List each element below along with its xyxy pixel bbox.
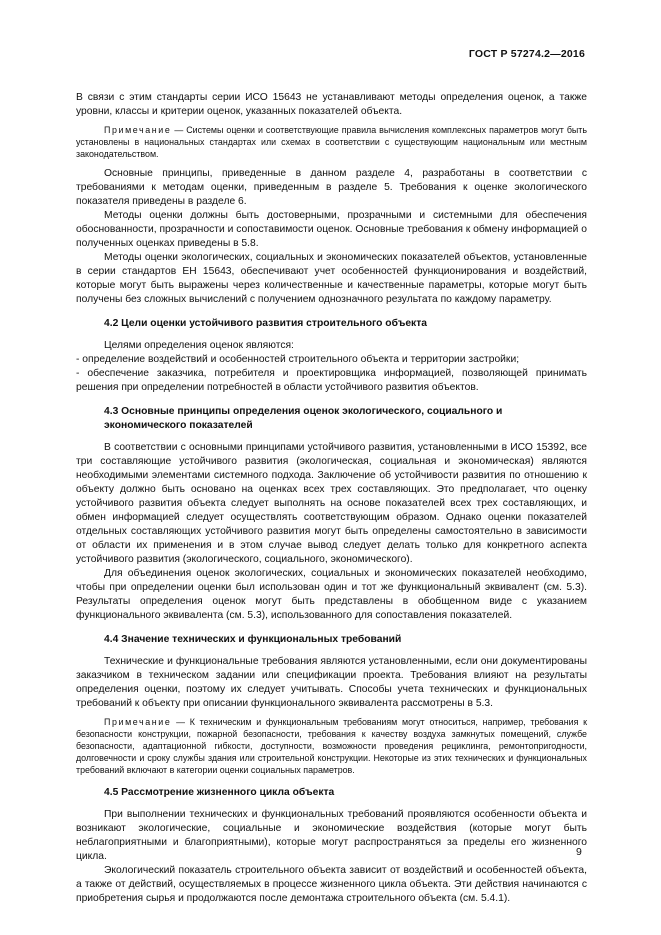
methods-paragraph: Методы оценки должны быть достоверными, прозрачными и системными для обеспечения обоснованности, прозрачности и сопоставимости оценок. Основные требования к обмену информацией о полученных оценках приведены в 5.8.	[76, 210, 587, 249]
section-4-5-heading: 4.5 Рассмотрение жизненного цикла объекта	[104, 787, 335, 798]
section-4-3-paragraph-b: Для объединения оценок экологических, социальных и экономических показателей необходимо, чтобы при определении оценки был использован один и тот же функциональный эквивалент (см. 5.3). Результаты определения оценок могут быть представлены в обобщенном виде с указанием функционального эквивалента (см. 5.3), использованного для сопоставления показателей.	[76, 568, 587, 621]
section-4-5-paragraph-b: Экологический показатель строительного объекта зависит от воздействий и особенностей объекта, а также от действий, осуществляемых в процессе жизненного цикла объекта. Эти действия начинаются с приобретения сырья и продолжаются после демонтажа строительного объекта (см. 5.4.1).	[76, 865, 587, 904]
principles-paragraph: Основные принципы, приведенные в данном разделе 4, разработаны в соответствии с требованиями к методам оценки, приведенным в разделе 5. Требования к оценке экологического показателя приведены в разделе 6.	[76, 168, 587, 207]
note-1	[76, 124, 587, 160]
document-body	[76, 91, 587, 906]
note-2-label: Примечание	[104, 717, 172, 727]
page-number: 9	[576, 846, 582, 858]
list-item: - определение воздействий и особенностей строительного объекта и территории застройки;	[76, 354, 520, 365]
section-4-4-paragraph: Технические и функциональные требования являются установленными, если они документированы заказчиком в техническом задании или спецификации проекта. Требования влияют на результаты определения оценки, поэтому их следует учитывать. Способы учета технических и функциональных требований к объекту при описании функционального эквивалента рассмотрены в 5.3.	[76, 656, 587, 709]
note-1-label: Примечание	[104, 125, 172, 135]
note-2-text: — К техническим и функциональным требованиям могут относиться, например, требования к безопасности конструкции, пожарной безопасности, требования к качеству воздуха замкнутых помещений, службе безопасности, адаптационной гибкости, доступности, возможности проведения рециклинга, ремонтопригодности, долговечности и сроку службы здания или строительной конструкции. Некоторые из этих технических и функциональных требований включают в категории оценки социальных параметров.	[76, 717, 587, 775]
document-header-id: ГОСТ Р 57274.2—2016	[468, 48, 585, 60]
section-4-4-heading: 4.4 Значение технических и функциональных требований	[104, 634, 402, 645]
section-4-2-heading: 4.2 Цели оценки устойчивого развития строительного объекта	[104, 318, 427, 329]
note-2	[76, 716, 587, 776]
section-4-2-intro: Целями определения оценок являются:	[104, 340, 294, 351]
en15643-paragraph: Методы оценки экологических, социальных и экономических показателей объектов, установленные в серии стандартов ЕН 15643, обеспечивают учет особенностей функционирования и воздействий, которые могут быть выражены через количественные и качественные параметры, которые могут быть получены без сложных вычислений с получением однозначного результата по каждому параметру.	[76, 252, 587, 305]
section-4-5-paragraph-a: При выполнении технических и функциональных требований проявляются особенности объекта и возникают экологические, социальные и экономические воздействия (которые могут быть неблагоприятными и благоприятными), которые могут распространяться за пределы его жизненного цикла.	[76, 809, 587, 862]
intro-paragraph: В связи с этим стандарты серии ИСО 15643 не устанавливают методы определения оценок, а также уровни, классы и критерии оценок, указанных показателей объекта.	[76, 92, 587, 117]
section-4-3-paragraph-a: В соответствии с основными принципами устойчивого развития, установленными в ИСО 15392, все три составляющие устойчивого развития (экологическая, социальная и экономическая) являются необходимыми элементами системного подхода. Заключение об устойчивости развития по отношению к объекту должно быть основано на оценках всех трех составляющих. Это предполагает, что оценку устойчивого развития объекта следует выполнять на основе показателей всех трех составляющих, и обмен информацией следует осуществлять соответствующим образом. Однако оценки показателей отдельных составляющих устойчивого развития могут быть определены самостоятельно в зависимости от области их применения и в этом случае вывод следует делать только для конкретного аспекта устойчивого развития (экологического, социального, экономического).	[76, 442, 587, 565]
list-item: - обеспечение заказчика, потребителя и проектировщика информацией, позволяющей принимать решения при определении потребностей в области устойчивого развития объектов.	[76, 368, 587, 393]
note-1-text: — Системы оценки и соответствующие правила вычисления комплексных параметров могут быть установлены в национальных стандартах или схемах в соответствии с существующим национальным или местным законодательством.	[76, 125, 587, 159]
section-4-3-heading: 4.3 Основные принципы определения оценок экологического, социального и экономического показателей	[104, 406, 503, 431]
